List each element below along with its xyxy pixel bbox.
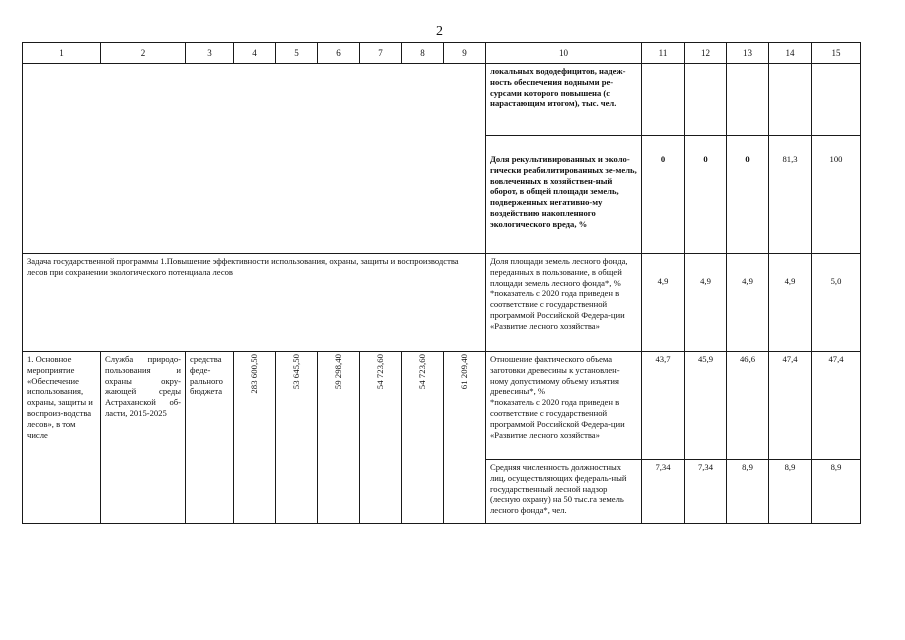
- value-cell: [769, 64, 812, 136]
- blank-merged-cell: [23, 64, 486, 254]
- value-cell: 45,9: [685, 352, 727, 460]
- header-cell: 4: [234, 43, 276, 64]
- amount-year: 54 723,60: [417, 354, 428, 390]
- header-cell: 5: [276, 43, 318, 64]
- header-cell: 11: [642, 43, 685, 64]
- value-cell: 100: [812, 136, 861, 254]
- indicator-note: *показатель с 2020 года приведен в соответствие с государственной программой Российской Федера-ции «Развитие лесного хозяйства»: [490, 288, 625, 331]
- header-cell: 1: [23, 43, 101, 64]
- amount-cell: [234, 352, 276, 524]
- value-cell: 46,6: [727, 352, 769, 460]
- measure-cell: 1. Основное мероприятие «Обеспечение использования, охраны, защиты и воспроиз-водства лесов», в том числе: [23, 352, 101, 524]
- table-row: [23, 352, 861, 460]
- value-cell: 0: [685, 136, 727, 254]
- header-cell: 8: [402, 43, 444, 64]
- value-cell: 4,9: [642, 254, 685, 352]
- value-cell: 4,9: [685, 254, 727, 352]
- value-cell: 8,9: [812, 460, 861, 524]
- value-cell: 8,9: [769, 460, 812, 524]
- indicator-cell: [486, 352, 642, 460]
- header-cell: 2: [101, 43, 186, 64]
- header-cell: 15: [812, 43, 861, 64]
- amount-year: 53 645,50: [291, 354, 302, 390]
- value-cell: 4,9: [769, 254, 812, 352]
- value-cell: 47,4: [769, 352, 812, 460]
- amount-total: 283 600,50: [249, 354, 260, 394]
- value-cell: 7,34: [685, 460, 727, 524]
- indicator-cell: локальных вододефицитов, надеж-ность обеспечения водными ре-сурсами которого повышена (с нарастающим итогом), тыс. чел.: [486, 64, 642, 136]
- indicator-cell: Средняя численность должностных лиц, осуществляющих федераль-ный государственный лесной надзор (лесную охрану) на 50 тыс.га земель лесного фонда*, чел.: [486, 460, 642, 524]
- amount-cell: [402, 352, 444, 524]
- value-cell: 81,3: [769, 136, 812, 254]
- indicator-cell: Доля рекультивированных и эколо-гически реабилитированных зе-мель, вовлеченных в хозяйствен-ный оборот, в общей площади земель, подверженных негативно-му воздействию накопленного экологического вреда, %: [486, 136, 642, 254]
- header-cell: 12: [685, 43, 727, 64]
- task-cell: Задача государственной программы 1.Повышение эффективности использования, охраны, защиты и воспроизводства лесов при сохранении экологического потенциала лесов: [23, 254, 486, 352]
- value-cell: [642, 64, 685, 136]
- value-cell: 5,0: [812, 254, 861, 352]
- header-cell: 3: [186, 43, 234, 64]
- amount-cell: [318, 352, 360, 524]
- program-table: [22, 42, 861, 524]
- indicator-text: Отношение фактического объема заготовки древесины к установлен-ному допустимому объему изъятия древесины*, %: [490, 354, 620, 397]
- value-cell: 0: [727, 136, 769, 254]
- value-cell: 43,7: [642, 352, 685, 460]
- header-cell: 9: [444, 43, 486, 64]
- header-cell: 14: [769, 43, 812, 64]
- table-row: [23, 254, 861, 352]
- value-cell: [727, 64, 769, 136]
- value-cell: [812, 64, 861, 136]
- header-cell: 13: [727, 43, 769, 64]
- amount-year: 54 723,60: [375, 354, 386, 390]
- value-cell: 8,9: [727, 460, 769, 524]
- amount-cell: [276, 352, 318, 524]
- page-number: 2: [436, 24, 443, 39]
- source-cell: средства феде-рального бюджета: [186, 352, 234, 524]
- amount-year: 59 298,40: [333, 354, 344, 390]
- header-cell: 7: [360, 43, 402, 64]
- value-cell: [685, 64, 727, 136]
- header-cell: 6: [318, 43, 360, 64]
- header-cell: 10: [486, 43, 642, 64]
- indicator-cell: [486, 254, 642, 352]
- amount-cell: [360, 352, 402, 524]
- table-row: [23, 64, 861, 136]
- value-cell: 7,34: [642, 460, 685, 524]
- executor-cell: Служба природо-пользования и охраны окру-жающей среды Астраханской об-ласти, 2015-2025: [101, 352, 186, 524]
- value-cell: 4,9: [727, 254, 769, 352]
- header-row: [23, 43, 861, 64]
- amount-cell: [444, 352, 486, 524]
- value-cell: 0: [642, 136, 685, 254]
- amount-year: 61 209,40: [459, 354, 470, 390]
- indicator-text: Доля площади земель лесного фонда, переданных в пользование, в общей площади земель лесного фонда*, %: [490, 256, 628, 288]
- indicator-note: *показатель с 2020 года приведен в соответствие с государственной программой Российской Федера-ции «Развитие лесного хозяйства»: [490, 397, 625, 440]
- value-cell: 47,4: [812, 352, 861, 460]
